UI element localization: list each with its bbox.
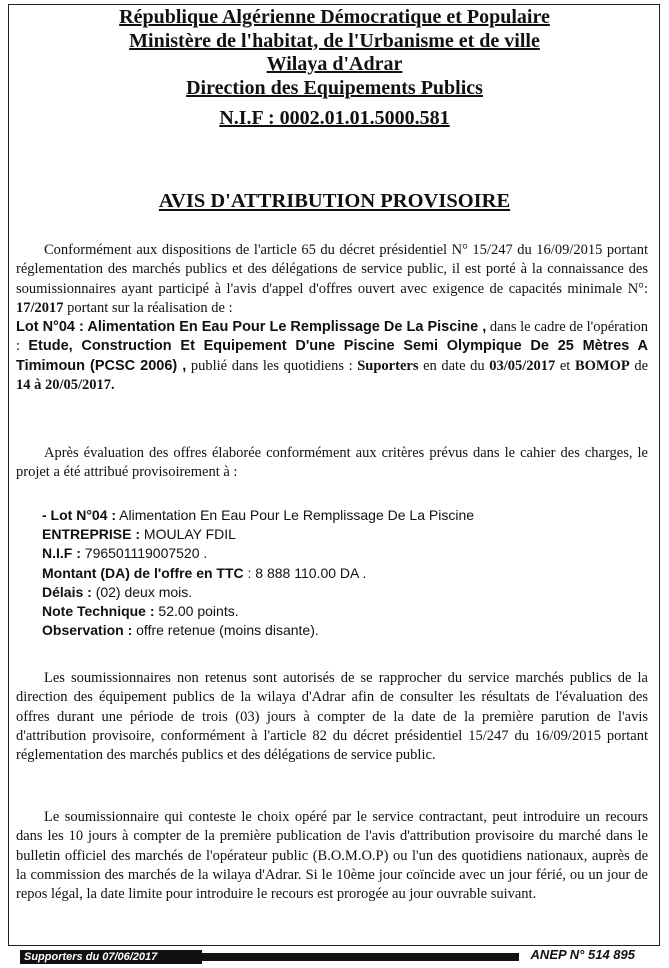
intro-text-1: Conformément aux dispositions de l'article 65 du décret présidentiel N° 15/247 du 16/09/2015 portant réglementation des marchés publics et des délégations de service public, il est porté à la connaissance des soumissionnaires ayant participé à l'avis d'appel d'offres ouvert avec exigence de capacités minimale N°: xyxy=(16,242,648,297)
award-lot-label: - Lot N°04 : xyxy=(42,507,117,523)
award-delais-value: (02) deux mois. xyxy=(91,583,193,600)
header-nif: N.I.F : 0002.01.01.5000.581 xyxy=(219,107,450,129)
award-lot-value: Alimentation En Eau Pour Le Remplissage De La Piscine xyxy=(116,507,475,523)
award-delais xyxy=(42,583,602,602)
recours-text: Le soumissionnaire qui conteste le choix opéré par le service contractant, peut introduire un recours dans les 10 jours à compter de la première publication de l'avis d'attribution provisoire du marché dans le bulletin officiel des marchés de l'opérateur public (B.O.M.O.P) ou l'un des quotidiens nationaux, auprès de la commission des marchés de la wilaya d'Adrar. Si le 10ème jour coïncide avec un jour férié, ou un jour de repos légal, la date limite pour introduire le recours est prorogée au jour ouvrable suivant. xyxy=(16,809,648,903)
lot-title: Lot N°04 : Alimentation En Eau Pour Le Remplissage De La Piscine , xyxy=(16,319,487,336)
header-direction: Direction des Equipements Publics xyxy=(186,76,483,99)
intro-text-6: et xyxy=(555,357,575,374)
letterhead xyxy=(0,6,669,130)
award-nif-label: N.I.F : xyxy=(42,545,81,562)
award-montant xyxy=(42,564,602,583)
award-observation-label: Observation : xyxy=(42,622,133,639)
date-1: 03/05/2017 xyxy=(489,357,556,374)
paragraph-intro xyxy=(16,241,648,395)
award-details xyxy=(42,506,602,640)
award-lot xyxy=(42,506,602,525)
document-title: AVIS D'ATTRIBUTION PROVISOIRE xyxy=(158,190,511,212)
award-delais-label: Délais : xyxy=(42,583,92,600)
journal-1: Suporters xyxy=(357,357,419,374)
paragraph-evaluation xyxy=(16,444,648,483)
award-note xyxy=(42,602,602,621)
award-nif xyxy=(42,544,602,563)
footer-publication: Supporters du 07/06/2017 xyxy=(20,950,202,964)
award-observation-value: offre retenue (moins disante). xyxy=(132,622,319,639)
evaluation-text: Après évaluation des offres élaborée conformément aux critères prévus dans le cahier des charges, le projet a été attribué provisoirement à : xyxy=(16,445,648,481)
award-note-label: Note Technique : xyxy=(42,603,155,620)
award-entreprise-label: ENTREPRISE : xyxy=(42,526,141,543)
paragraph-recours xyxy=(16,808,648,904)
appel-offres-number: 17/2017 xyxy=(16,299,64,316)
award-nif-value: 796501119007520 . xyxy=(80,545,208,562)
footer-anep-number: ANEP N° 514 895 xyxy=(530,947,635,962)
award-entreprise xyxy=(42,525,602,544)
award-montant-label: Montant (DA) de l'offre en TTC xyxy=(42,564,244,581)
award-entreprise-value: MOULAY FDIL xyxy=(140,526,236,543)
intro-text-7: de xyxy=(629,357,649,374)
date-2: 14 à 20/05/2017. xyxy=(16,377,115,394)
journal-2: BOMOP xyxy=(574,357,630,374)
operation-title: Etude, Construction Et Equipement D'une Piscine Semi Olympique De 25 Mètres A Timimoun (PCSC 2006) , xyxy=(16,338,648,374)
intro-text-3: dans le cadre de l'opération : xyxy=(16,319,648,355)
paragraph-consultation xyxy=(16,669,648,765)
award-note-value: 52.00 points. xyxy=(154,603,239,620)
header-ministry: Ministère de l'habitat, de l'Urbanisme et de ville xyxy=(129,29,540,52)
intro-text-5: en date du xyxy=(418,357,490,374)
award-observation xyxy=(42,621,602,640)
header-republic: République Algérienne Démocratique et Populaire xyxy=(119,6,550,28)
footer-bar xyxy=(199,953,519,961)
intro-text-2: portant sur la réalisation de : xyxy=(63,299,233,316)
consultation-text: Les soumissionnaires non retenus sont autorisés de se rapprocher du service marchés publics de la direction des équipement publics de la wilaya d'Adrar afin de consulter les résultats de l'évaluation des offres durant une période de trois (03) jours à compter de la date de la première parution de l'avis d'attribution provisoire, conformément à l'article 82 du décret présidentiel 15/247 du 16/09/2015 portant réglementation des marchés publics et des délégations de service public. xyxy=(16,670,648,764)
header-wilaya: Wilaya d'Adrar xyxy=(266,53,403,75)
award-montant-value: : 8 888 110.00 DA . xyxy=(243,564,367,581)
intro-text-4: publié dans les quotidiens : xyxy=(186,357,358,374)
